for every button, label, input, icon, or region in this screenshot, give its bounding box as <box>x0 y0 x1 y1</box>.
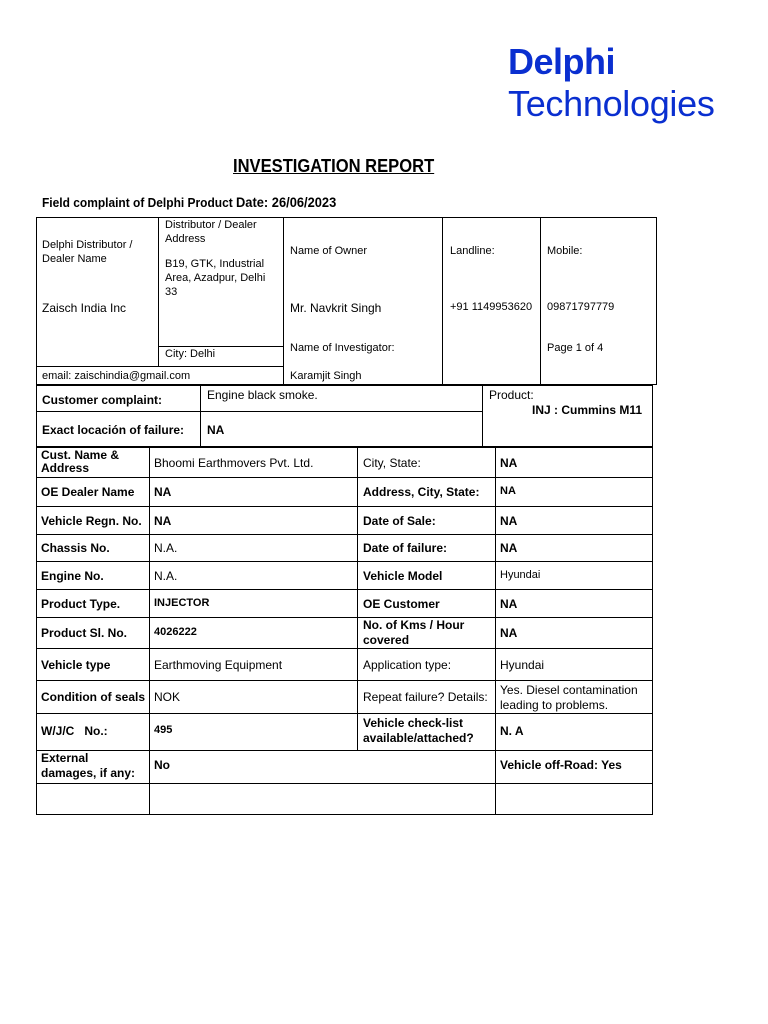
row-label-repeat: Repeat failure? Details: <box>363 690 488 704</box>
row-value-city-state: NA <box>500 456 518 470</box>
row-label-wjc: W/J/C No.: <box>41 724 108 738</box>
row-value-date-failure: NA <box>500 541 518 555</box>
row-label-date-sale: Date of Sale: <box>363 514 436 528</box>
landline-value: +91 1149953620 <box>450 301 533 313</box>
distributor-label: Delphi Distributor / Dealer Name <box>42 239 133 265</box>
row-label-kms: No. of Kms / Hour covered <box>363 618 465 647</box>
row-label-regn: Vehicle Regn. No. <box>41 514 142 528</box>
logo-delphi: Delphi <box>508 41 616 82</box>
row-label-vehicle-type: Vehicle type <box>41 658 111 672</box>
customer-complaint-label: Customer complaint: <box>42 393 163 407</box>
row-label-product-type: Product Type. <box>41 597 121 611</box>
row-value-cust-name: Bhoomi Earthmovers Pvt. Ltd. <box>154 456 314 470</box>
report-date: Date: 26/06/2023 <box>236 194 337 210</box>
row-value-vehicle-model: Hyundai <box>500 569 541 581</box>
mobile-value: 09871797779 <box>547 301 615 313</box>
mobile-label: Mobile: <box>547 245 583 257</box>
row-value-address: NA <box>500 485 516 497</box>
address-value: B19, GTK, Industrial Area, Azadpur, Delhi 33 <box>165 258 266 298</box>
row-value-damages: No <box>154 758 170 772</box>
city-value: City: Delhi <box>165 348 216 360</box>
row-label-seals: Condition of seals <box>41 690 146 704</box>
landline-label: Landline: <box>450 245 495 257</box>
row-label-date-failure: Date of failure: <box>363 541 448 555</box>
investigator-label: Name of Investigator: <box>290 342 395 354</box>
owner-label: Name of Owner <box>290 245 368 257</box>
row-value-vehicle-type: Earthmoving Equipment <box>154 658 283 672</box>
row-label-serial: Product Sl. No. <box>41 626 128 640</box>
email-value: email: zaischindia@gmail.com <box>42 370 191 382</box>
row-label-damages: External damages, if any: <box>41 751 136 780</box>
row-label-address: Address, City, State: <box>363 485 480 499</box>
row-label-vehicle-model: Vehicle Model <box>363 569 443 583</box>
owner-value: Mr. Navkrit Singh <box>290 301 382 315</box>
row-value-engine: N.A. <box>154 569 178 583</box>
row-label-application: Application type: <box>363 658 452 672</box>
row-value-chassis: N.A. <box>154 541 178 555</box>
row-value-seals: NOK <box>154 690 181 704</box>
failure-location-label: Exact locación of failure: <box>42 423 185 437</box>
row-value-serial: 4026222 <box>154 626 197 638</box>
distributor-value: Zaisch India Inc <box>42 301 127 315</box>
row-label-checklist: Vehicle check-list available/attached? <box>363 716 474 745</box>
page-number: Page 1 of 4 <box>547 342 604 354</box>
row-value-off-road: Vehicle off-Road: Yes <box>500 758 622 772</box>
row-value-checklist: N. A <box>500 724 524 738</box>
row-value-application: Hyundai <box>500 658 545 672</box>
product-label: Product: <box>489 388 534 402</box>
failure-location-value: NA <box>207 423 225 437</box>
row-value-oe-customer: NA <box>500 597 518 611</box>
logo-technologies: Technologies <box>508 83 715 124</box>
subtitle-text: Field complaint of Delphi Product <box>42 195 233 210</box>
row-label-chassis: Chassis No. <box>41 541 110 555</box>
investigator-value: Karamjit Singh <box>290 370 362 382</box>
row-value-regn: NA <box>154 514 172 528</box>
row-value-wjc: 495 <box>154 724 173 736</box>
row-label-cust-name: Cust. Name & Address <box>41 448 120 475</box>
address-label: Distributor / Dealer Address <box>165 219 257 245</box>
row-value-kms: NA <box>500 626 518 640</box>
customer-complaint-value: Engine black smoke. <box>207 388 318 402</box>
row-label-city-state: City, State: <box>363 456 421 470</box>
row-value-date-sale: NA <box>500 514 518 528</box>
row-value-product-type: INJECTOR <box>154 597 210 609</box>
row-label-oe-dealer: OE Dealer Name <box>41 485 135 499</box>
row-label-engine: Engine No. <box>41 569 104 583</box>
page-title: INVESTIGATION REPORT <box>233 156 435 176</box>
row-value-repeat: Yes. Diesel contamination leading to problems. <box>500 683 638 712</box>
row-label-oe-customer: OE Customer <box>363 597 440 611</box>
row-value-oe-dealer: NA <box>154 485 172 499</box>
product-value: INJ : Cummins M11 <box>532 403 643 417</box>
